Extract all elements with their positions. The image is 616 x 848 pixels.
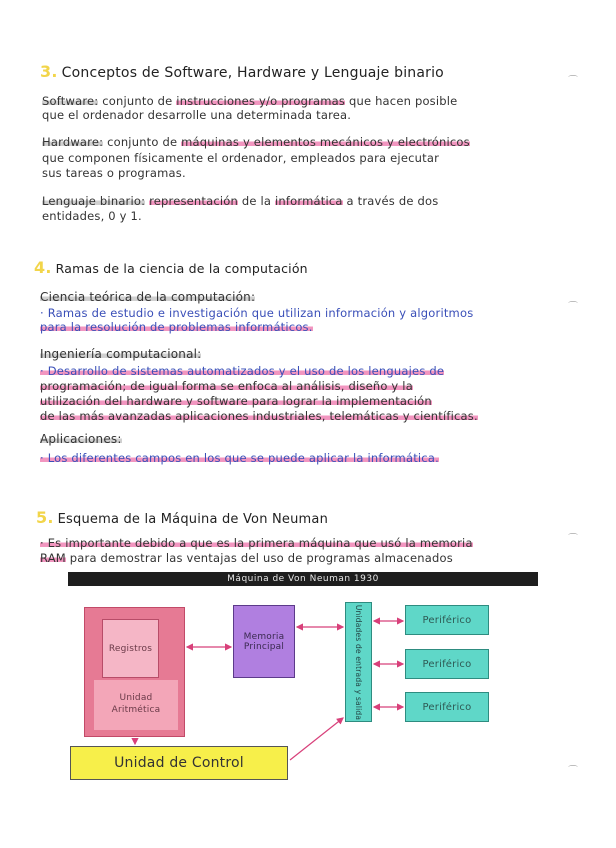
margin-mark-2: ⌒ bbox=[568, 302, 579, 313]
hardware-def-1b: máquinas y elementos mecánicos y electrónicos bbox=[181, 135, 470, 149]
main-memory-box: Memoria Principal bbox=[233, 605, 295, 678]
section-3-title-text: Conceptos de Software, Hardware y Lenguaje binario bbox=[61, 65, 444, 81]
hardware-term: Hardware: bbox=[42, 135, 104, 149]
section-4-number: 4. bbox=[34, 258, 52, 277]
engineering-line-1-text: · Desarrollo de sistemas automatizados y el uso de los lenguajes de bbox=[40, 364, 445, 378]
hardware-line-2: que componen físicamente el ordenador, empleados para ejecutar bbox=[42, 151, 439, 165]
binary-def-1b: de la bbox=[241, 194, 272, 208]
control-io-arrow bbox=[290, 718, 343, 760]
peripheral-box-1: Periférico bbox=[405, 605, 489, 635]
section-5-number: 5. bbox=[36, 508, 54, 527]
sec5-ram: RAM bbox=[40, 551, 66, 565]
binary-term: Lenguaje binario: bbox=[42, 194, 146, 208]
engineering-line-3-text: utilización del hardware y software para lograr la implementación bbox=[40, 394, 432, 408]
engineering-line-4-text: de las más avanzadas aplicaciones industriales, telemáticas y científicas. bbox=[40, 409, 478, 423]
software-def-1a: conjunto de bbox=[102, 94, 173, 108]
peripheral-box-2: Periférico bbox=[405, 649, 489, 679]
section-4-title-text: Ramas de la ciencia de la computación bbox=[55, 261, 308, 276]
io-units-label: Unidades de entrada y salida bbox=[354, 604, 364, 720]
hardware-line-3: sus tareas o programas. bbox=[42, 166, 186, 180]
registers-box: Registros bbox=[102, 619, 159, 678]
diagram-header: Máquina de Von Neuman 1930 bbox=[68, 572, 538, 586]
margin-mark-4: ⌒ bbox=[568, 766, 579, 777]
software-term: Software: bbox=[42, 94, 99, 108]
peripheral-box-3: Periférico bbox=[405, 692, 489, 722]
sec5-line-2-text: para demostrar las ventajas del uso de programas almacenados bbox=[69, 551, 453, 565]
binary-def-1a: representación bbox=[149, 194, 239, 208]
hardware-def-1a: conjunto de bbox=[107, 135, 178, 149]
sec5-line-1-text: · Es importante debido a que es la primera máquina que usó la memoria bbox=[40, 536, 473, 550]
software-def-1b: instrucciones y/o programas bbox=[176, 94, 346, 108]
binary-line-2: entidades, 0 y 1. bbox=[42, 209, 142, 223]
theory-line-2-text: para la resolución de problemas informáticos. bbox=[40, 320, 313, 334]
section-3-number: 3. bbox=[40, 62, 58, 81]
applications-line-1-text: · Los diferentes campos en los que se puede aplicar la informática. bbox=[40, 451, 439, 465]
margin-mark-3: ⌒ bbox=[568, 534, 579, 545]
engineering-line-2-text: programación; de igual forma se enfoca al análisis, diseño y la bbox=[40, 379, 413, 393]
alu-box: Unidad Aritmética bbox=[94, 680, 178, 730]
theory-term: Ciencia teórica de la computación: bbox=[40, 290, 256, 304]
margin-mark-1: ⌒ bbox=[568, 76, 579, 87]
software-def-1c: que hacen posible bbox=[348, 94, 458, 108]
theory-line-1: · Ramas de estudio e investigación que utilizan información y algoritmos bbox=[40, 306, 474, 320]
control-unit-box: Unidad de Control bbox=[70, 746, 288, 780]
engineering-term: Ingeniería computacional: bbox=[40, 347, 202, 361]
binary-def-1d: a través de dos bbox=[346, 194, 439, 208]
applications-term: Aplicaciones: bbox=[40, 432, 122, 446]
binary-def-1c: informática bbox=[275, 194, 343, 208]
software-line-2: que el ordenador desarrolle una determinada tarea. bbox=[42, 108, 352, 122]
section-5-title-text: Esquema de la Máquina de Von Neuman bbox=[57, 512, 329, 527]
